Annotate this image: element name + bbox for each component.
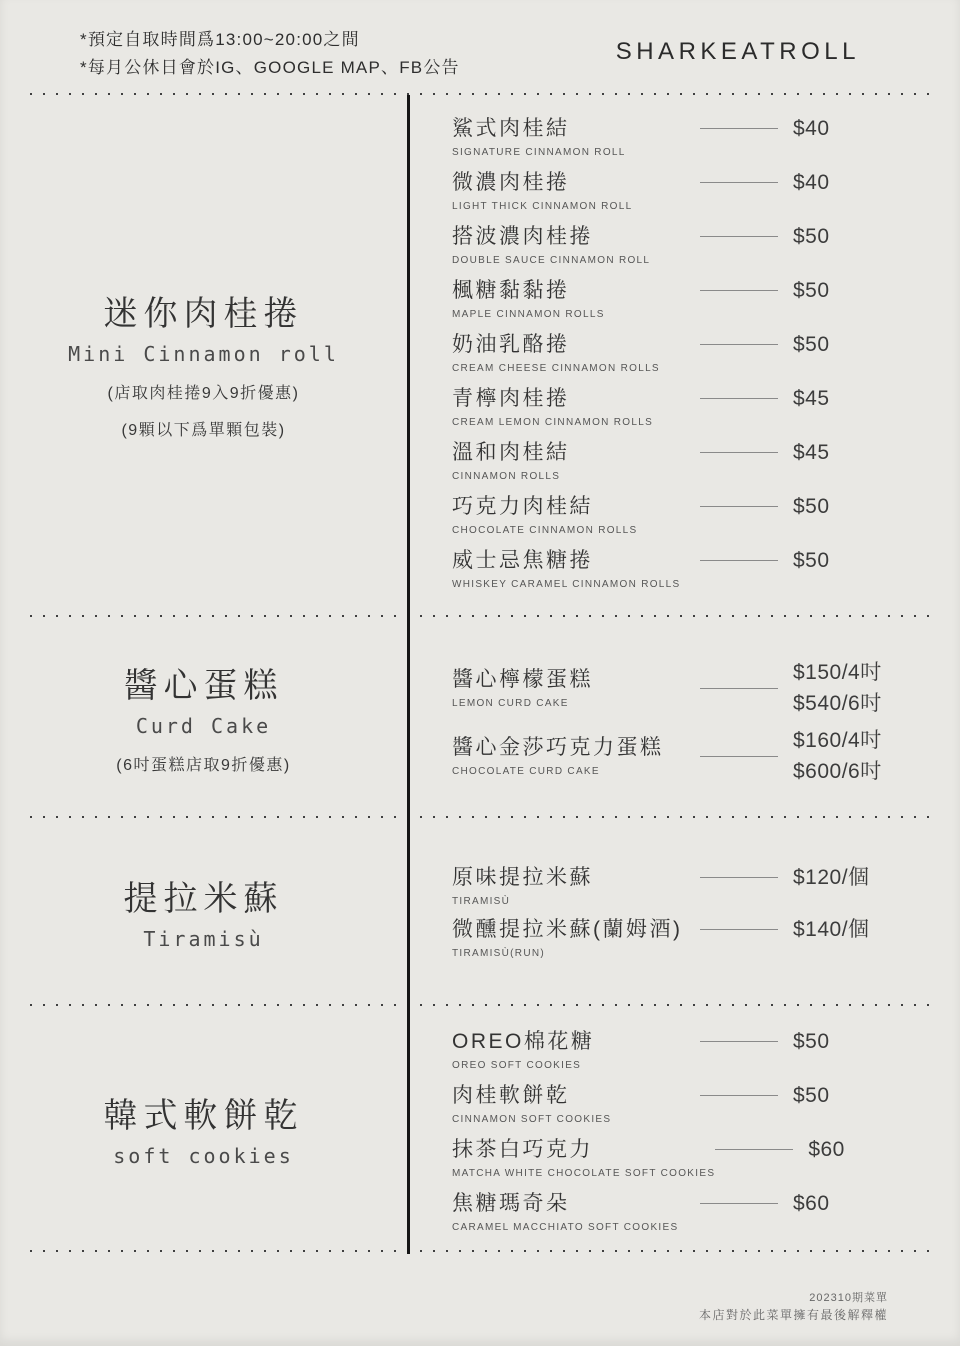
- section-title-zh: 醬心蛋糕: [123, 667, 284, 705]
- item-name-zh: 奶油乳酪捲: [452, 333, 570, 356]
- item-price: $60: [808, 1137, 845, 1161]
- menu-item: [452, 1136, 930, 1180]
- item-name-zh: 溫和肉桂結: [452, 441, 570, 464]
- menu-item: [452, 385, 930, 429]
- item-name-zh: 鯊式肉桂結: [452, 117, 570, 140]
- section-items: [407, 617, 960, 816]
- vertical-divider: [407, 95, 410, 1254]
- section-curd-cake: [0, 617, 960, 816]
- item-name-en: DOUBLE SAUCE CINNAMON ROLL: [452, 255, 651, 266]
- item-price: $50: [793, 1083, 830, 1107]
- item-name-en: CARAMEL MACCHIATO SOFT COOKIES: [452, 1222, 679, 1233]
- price-line: [700, 128, 778, 129]
- price-line: [700, 560, 778, 561]
- section-title-en: Tiramisù: [143, 927, 264, 951]
- item-name-en: LIGHT THICK CINNAMON ROLL: [452, 201, 633, 212]
- menu-item: [452, 115, 930, 159]
- price-line: [700, 1041, 778, 1042]
- item-price: $60: [793, 1191, 830, 1215]
- item-name-en: CINNAMON ROLLS: [452, 471, 561, 482]
- menu-item: [452, 864, 930, 908]
- footer-edition: 202310期菜單: [809, 1292, 888, 1304]
- item-name-zh: 巧克力肉桂結: [452, 495, 593, 518]
- menu-item: [452, 547, 930, 591]
- item-name-en: MAPLE CINNAMON ROLLS: [452, 309, 605, 320]
- section-note: (店取肉桂捲9入9折優惠): [107, 385, 300, 402]
- menu-item: [452, 493, 930, 537]
- section-title-block: [0, 617, 407, 816]
- menu-item: [452, 439, 930, 483]
- brand-logo: SHARKEATROLL: [615, 38, 860, 65]
- section-note: (9顆以下爲單顆包裝): [121, 422, 286, 439]
- item-name-zh: 搭波濃肉桂捲: [452, 225, 593, 248]
- price-line: [700, 290, 778, 291]
- price-line: [700, 929, 778, 930]
- item-price: $540/6吋: [793, 692, 882, 715]
- menu-item: [452, 1082, 930, 1126]
- menu-item: [452, 725, 930, 787]
- item-name-zh: 醬心檸檬蛋糕: [452, 668, 593, 691]
- section-title-block: [0, 95, 407, 615]
- item-name-en: WHISKEY CARAMEL CINNAMON ROLLS: [452, 579, 681, 590]
- price-line: [700, 756, 778, 757]
- item-name-en: LEMON CURD CAKE: [452, 698, 569, 709]
- price-line: [700, 182, 778, 183]
- header-note-holiday: *每月公休日會於IG、GOOGLE MAP、FB公告: [80, 58, 460, 77]
- section-items: [407, 818, 960, 1004]
- section-items: [407, 1006, 960, 1250]
- section-title-zh: 迷你肉桂捲: [103, 295, 304, 333]
- menu-item: [452, 916, 930, 960]
- item-price: $120/個: [793, 865, 870, 889]
- section-title-en: soft cookies: [113, 1144, 294, 1168]
- item-name-zh: 焦糖瑪奇朵: [452, 1192, 570, 1215]
- item-name-zh: 肉桂軟餅乾: [452, 1084, 570, 1107]
- section-title-block: [0, 1006, 407, 1250]
- item-name-en: SIGNATURE CINNAMON ROLL: [452, 147, 626, 158]
- item-name-en: CHOCOLATE CURD CAKE: [452, 766, 600, 777]
- item-price: $45: [793, 440, 830, 464]
- price-line: [700, 1095, 778, 1096]
- price-line: [700, 236, 778, 237]
- item-name-zh: 微醺提拉米蘇(蘭姆酒): [452, 918, 683, 941]
- item-name-en: OREO SOFT COOKIES: [452, 1060, 582, 1071]
- item-name-en: TIRAMISÙ: [452, 896, 511, 907]
- item-name-zh: 威士忌焦糖捲: [452, 549, 593, 572]
- section-title-zh: 提拉米蘇: [123, 880, 284, 918]
- menu-item: [452, 1190, 930, 1234]
- item-price: $40: [793, 116, 830, 140]
- item-name-zh: 青檸肉桂捲: [452, 387, 570, 410]
- section-note: (6吋蛋糕店取9折優惠): [116, 757, 291, 774]
- item-price: $50: [793, 548, 830, 572]
- section-title-zh: 韓式軟餅乾: [103, 1097, 304, 1135]
- price-line: [700, 452, 778, 453]
- price-line: [700, 1203, 778, 1204]
- price-line: [700, 877, 778, 878]
- item-price: $150/4吋: [793, 661, 882, 684]
- item-name-zh: 醬心金莎巧克力蛋糕: [452, 736, 664, 759]
- item-name-en: CHOCOLATE CINNAMON ROLLS: [452, 525, 638, 536]
- item-name-en: CREAM CHEESE CINNAMON ROLLS: [452, 363, 660, 374]
- item-price: $45: [793, 386, 830, 410]
- item-price: $140/個: [793, 917, 870, 941]
- section-title-en: Curd Cake: [135, 714, 272, 738]
- price-line: [700, 688, 778, 689]
- item-name-zh: 微濃肉桂捲: [452, 171, 570, 194]
- item-name-zh: 原味提拉米蘇: [452, 866, 593, 889]
- section-title-block: [0, 818, 407, 1004]
- item-name-zh: 楓糖黏黏捲: [452, 279, 570, 302]
- item-price: $50: [793, 332, 830, 356]
- menu-item: [452, 223, 930, 267]
- section-soft-cookies: [0, 1006, 960, 1250]
- price-line: [700, 344, 778, 345]
- item-name-en: CREAM LEMON CINNAMON ROLLS: [452, 417, 654, 428]
- menu-item: [452, 277, 930, 321]
- item-name-zh: OREO棉花糖: [452, 1030, 595, 1053]
- section-tiramisu: [0, 818, 960, 1004]
- item-price: $40: [793, 170, 830, 194]
- section-items: [407, 95, 960, 615]
- header-notes: [80, 26, 460, 82]
- item-price: $50: [793, 1029, 830, 1053]
- menu-item: [452, 169, 930, 213]
- section-mini-cinnamon-roll: [0, 95, 960, 615]
- item-name-en: CINNAMON SOFT COOKIES: [452, 1114, 612, 1125]
- price-line: [700, 398, 778, 399]
- menu-header: [0, 0, 960, 93]
- footer-disclaimer: 本店對於此菜單擁有最後解釋權: [698, 1308, 888, 1322]
- item-price: $50: [793, 224, 830, 248]
- item-name-en: MATCHA WHITE CHOCOLATE SOFT COOKIES: [452, 1168, 716, 1179]
- menu-item: [452, 657, 930, 719]
- price-line: [715, 1149, 793, 1150]
- item-price: $50: [793, 278, 830, 302]
- section-title-en: Mini Cinnamon roll: [68, 342, 339, 366]
- item-price: $50: [793, 494, 830, 518]
- menu-footer: [0, 1252, 960, 1324]
- price-line: [700, 506, 778, 507]
- item-price: $160/4吋: [793, 729, 882, 752]
- menu-item: [452, 1028, 930, 1072]
- item-price: $600/6吋: [793, 760, 882, 783]
- item-name-en: TIRAMISÙ(RUN): [452, 948, 546, 959]
- menu-item: [452, 331, 930, 375]
- item-name-zh: 抹茶白巧克力: [452, 1138, 593, 1161]
- header-note-pickup: *預定自取時間爲13:00~20:00之間: [80, 30, 360, 49]
